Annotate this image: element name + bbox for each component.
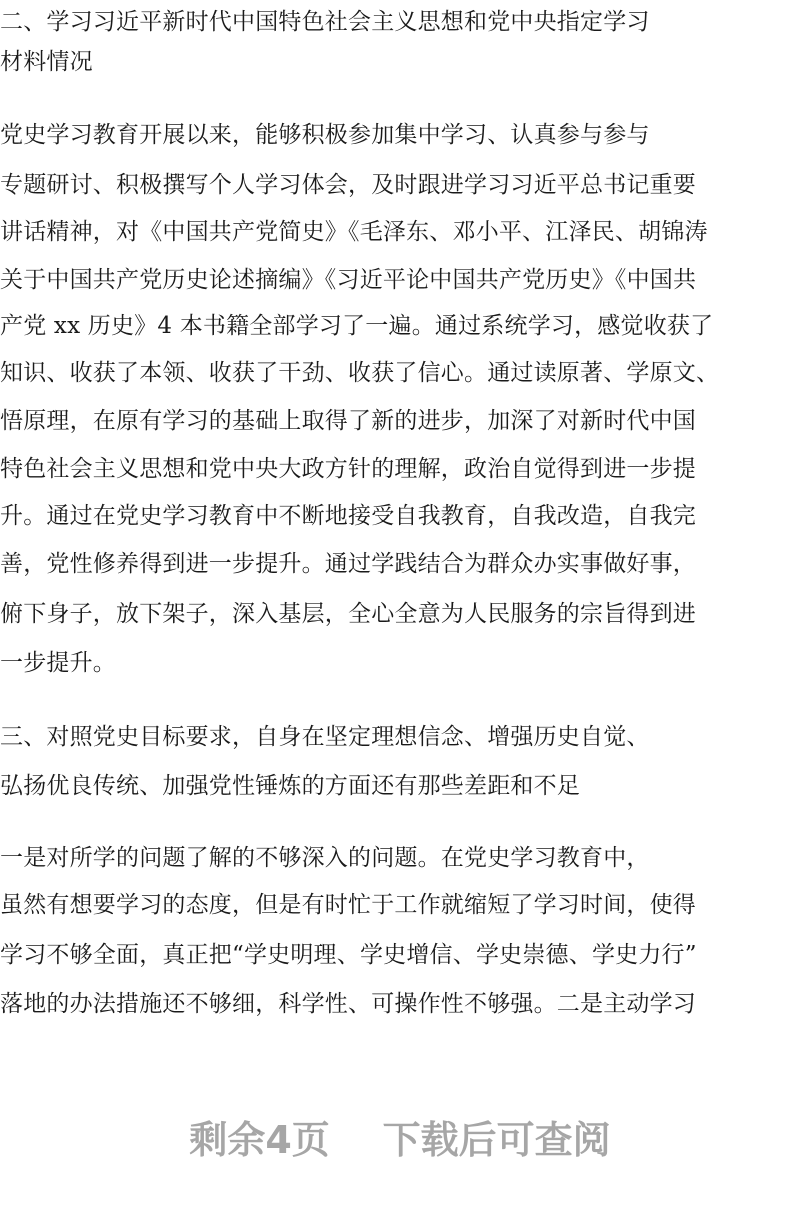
paragraph-line: 一是对所学的问题了解的不够深入的问题。在党史学习教育中， [0, 845, 650, 871]
heading-section-3-line-1: 三、对照党史目标要求，自身在坚定理想信念、增强历史自觉、 [0, 724, 650, 750]
paragraph-line: 悟原理，在原有学习的基础上取得了新的进步，加深了对新时代中国 [0, 408, 696, 434]
paragraph-line: 落地的办法措施还不够细，科学性、可操作性不够强。二是主动学习 [0, 991, 696, 1017]
paragraph-line: 学习不够全面，真正把“学史明理、学史增信、学史崇德、学史力行” [0, 942, 697, 968]
heading-section-3-line-2: 弘扬优良传统、加强党性锤炼的方面还有那些差距和不足 [0, 773, 580, 799]
paragraph-line: 关于中国共产党历史论述摘编》《习近平论中国共产党历史》《中国共 [0, 267, 697, 293]
paragraph-line: 升。通过在党史学习教育中不断地接受自我教育，自我改造，自我完 [0, 503, 696, 529]
remaining-pages-notice: 剩余4页 下载后可查阅 [189, 1118, 611, 1162]
paragraph-line: 一步提升。 [0, 650, 116, 676]
paragraph-line: 党史学习教育开展以来，能够积极参加集中学习、认真参与参与 [0, 122, 650, 148]
paragraph-line: 知识、收获了本领、收获了干劲、收获了信心。通过读原著、学原文、 [0, 360, 720, 386]
paragraph-line: 讲话精神，对《中国共产党简史》《毛泽东、邓小平、江泽民、胡锦涛 [0, 219, 708, 245]
paragraph-line: 善，党性修养得到进一步提升。通过学践结合为群众办实事做好事， [0, 551, 696, 577]
paragraph-line: 特色社会主义思想和党中央大政方针的理解，政治自觉得到进一步提 [0, 456, 696, 482]
paragraph-line: 产党 xx 历史》4 本书籍全部学习了一遍。通过系统学习，感觉收获了 [0, 313, 714, 339]
paragraph-line: 俯下身子，放下架子，深入基层，全心全意为人民服务的宗旨得到进 [0, 601, 696, 627]
paragraph-line: 专题研讨、积极撰写个人学习体会，及时跟进学习习近平总书记重要 [0, 172, 696, 198]
heading-section-2-line-1: 二、学习习近平新时代中国特色社会主义思想和党中央指定学习 [0, 9, 650, 35]
heading-section-2-line-2: 材料情况 [0, 49, 93, 75]
paragraph-line: 虽然有想要学习的态度，但是有时忙于工作就缩短了学习时间，使得 [0, 892, 696, 918]
